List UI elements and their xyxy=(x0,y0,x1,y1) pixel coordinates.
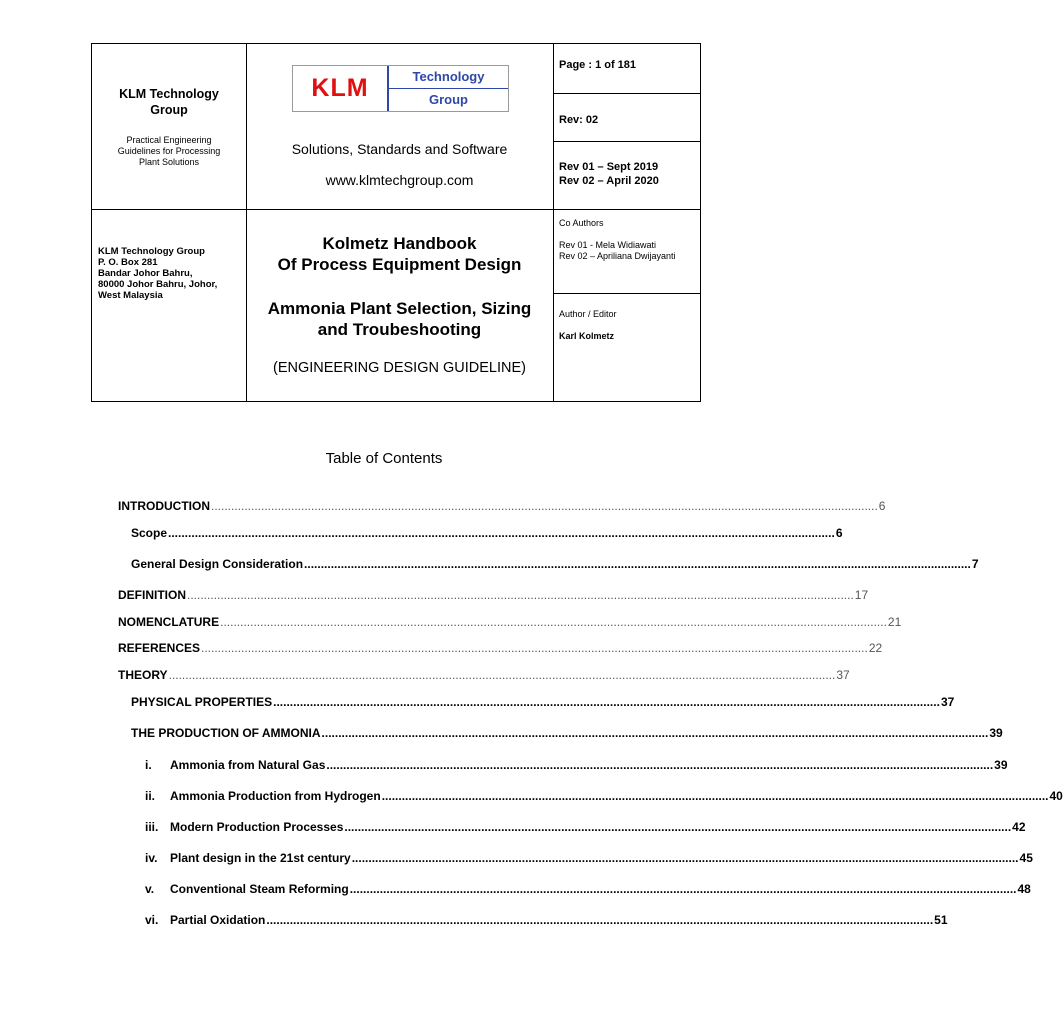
document-topic-line: and Troubeshooting xyxy=(317,320,482,339)
toc-entry-title: Conventional Steam Reforming xyxy=(170,882,349,896)
handbook-title-line: Of Process Equipment Design xyxy=(277,255,522,274)
org-tagline-line: Guidelines for Processing xyxy=(117,146,221,156)
document-topic xyxy=(246,298,553,340)
toc-entry-number: ii. xyxy=(145,789,156,803)
coauthor: Rev 02 – Apriliana Dwijayanti xyxy=(559,251,676,261)
coauthors-list xyxy=(559,240,676,262)
toc-entry-number: iii. xyxy=(145,820,159,834)
toc-entry-page: 6 xyxy=(835,526,843,540)
org-name-line: KLM Technology xyxy=(119,87,219,101)
logo-group-text: Group xyxy=(429,92,468,107)
toc-leader-dots: ........................................................................................................................................................................................................ xyxy=(349,882,1017,896)
revision-date: Rev 01 – Sept 2019 xyxy=(559,161,659,173)
toc-leader-dots: ........................................................................................................................................................................................................ xyxy=(351,851,1019,865)
org-tagline-line: Plant Solutions xyxy=(138,157,200,167)
toc-entry-title: Partial Oxidation xyxy=(170,913,266,927)
toc-entry-page: 7 xyxy=(971,557,979,571)
toc-entry-title: INTRODUCTION xyxy=(118,499,210,513)
toc-entry-page: 17 xyxy=(854,588,869,602)
column-divider xyxy=(553,44,554,401)
coauthor: Rev 01 - Mela Widiawati xyxy=(559,240,657,250)
row-divider xyxy=(553,93,700,94)
logo-klm-text: KLM xyxy=(293,66,389,111)
toc-leader-dots: ........................................................................................................................................................................................................ xyxy=(266,913,934,927)
toc-entry-title: Scope xyxy=(131,526,168,540)
toc-leader-dots: ........................................................................................................................................................................................................ xyxy=(381,789,1049,803)
toc-leader-dots: ........................................................................................................................................................................................................ xyxy=(168,668,836,682)
org-name xyxy=(92,86,246,118)
toc-leader-dots: ........................................................................................................................................................................................................ xyxy=(168,526,835,540)
column-divider xyxy=(246,44,247,401)
toc-entry-page: 39 xyxy=(994,758,1008,772)
toc-entry-page: 37 xyxy=(836,668,850,682)
page-number: Page : 1 of 181 xyxy=(559,59,637,71)
org-name-line: Group xyxy=(150,103,188,117)
toc-entry-title: Modern Production Processes xyxy=(170,820,344,834)
toc-leader-dots: ........................................................................................................................................................................................................ xyxy=(201,641,868,655)
toc-entry[interactable] xyxy=(145,789,1063,807)
toc-entry[interactable] xyxy=(145,882,1031,900)
toc-entry-page: 48 xyxy=(1017,882,1031,896)
toc-entry-page: 42 xyxy=(1012,820,1026,834)
toc-leader-dots: ........................................................................................................................................................................................................ xyxy=(273,695,940,709)
toc-entry-page: 39 xyxy=(989,726,1003,740)
toc-entry[interactable] xyxy=(118,499,886,517)
toc-entry-page: 6 xyxy=(878,499,886,513)
toc-entry-title: Plant design in the 21st century xyxy=(170,851,351,865)
toc-entry-page: 22 xyxy=(868,641,883,655)
revision-date: Rev 02 – April 2020 xyxy=(559,175,659,187)
row-divider xyxy=(553,141,700,142)
toc-entry-title: Ammonia Production from Hydrogen xyxy=(170,789,381,803)
klm-logo xyxy=(292,65,509,112)
revision-dates xyxy=(559,160,659,188)
toc-entry-page: 51 xyxy=(934,913,948,927)
address-line: P. O. Box 281 xyxy=(98,257,158,268)
toc-entry[interactable] xyxy=(131,526,843,544)
toc-entry[interactable] xyxy=(131,557,979,575)
company-address xyxy=(98,246,244,301)
toc-entry-number: i. xyxy=(145,758,152,772)
toc-entry-title: NOMENCLATURE xyxy=(118,615,220,629)
toc-leader-dots: ........................................................................................................................................................................................................ xyxy=(211,499,878,513)
toc-leader-dots: ........................................................................................................................................................................................................ xyxy=(344,820,1012,834)
toc-entry-title: General Design Consideration xyxy=(131,557,304,571)
toc-entry-title: DEFINITION xyxy=(118,588,186,602)
toc-entry-title: Ammonia from Natural Gas xyxy=(170,758,326,772)
toc-entry-title: PHYSICAL PROPERTIES xyxy=(131,695,273,709)
toc-entry[interactable] xyxy=(118,588,869,606)
toc-entry-title: THEORY xyxy=(118,668,168,682)
row-divider xyxy=(553,293,700,294)
address-line: 80000 Johor Bahru, Johor, xyxy=(98,279,218,290)
toc-entry[interactable] xyxy=(131,726,1003,744)
handbook-title-line: Kolmetz Handbook xyxy=(322,234,477,253)
toc-entry[interactable] xyxy=(145,851,1033,869)
toc-entry[interactable] xyxy=(145,758,1008,776)
toc-entry[interactable] xyxy=(145,820,1026,838)
toc-leader-dots: ........................................................................................................................................................................................................ xyxy=(304,557,971,571)
row-divider xyxy=(92,209,700,210)
toc-entry[interactable] xyxy=(145,913,948,931)
coauthors-label: Co Authors xyxy=(559,218,604,228)
document-header-table xyxy=(91,43,701,402)
guideline-label: (ENGINEERING DESIGN GUIDELINE) xyxy=(273,360,526,376)
toc-leader-dots: ........................................................................................................................................................................................................ xyxy=(321,726,989,740)
toc-entry[interactable] xyxy=(118,615,902,633)
toc-entry[interactable] xyxy=(118,641,883,659)
toc-title: Table of Contents xyxy=(325,450,443,467)
logo-technology-text: Technology xyxy=(412,69,485,84)
author-name: Karl Kolmetz xyxy=(559,331,615,341)
toc-entry-number: vi. xyxy=(145,913,159,927)
website-link[interactable]: www.klmtechgroup.com xyxy=(325,172,474,188)
handbook-title xyxy=(246,233,553,275)
toc-leader-dots: ........................................................................................................................................................................................................ xyxy=(187,588,854,602)
org-tagline-line: Practical Engineering xyxy=(126,135,212,145)
address-line: KLM Technology Group xyxy=(98,246,205,257)
logo-divider xyxy=(389,88,508,89)
toc-entry[interactable] xyxy=(131,695,955,713)
toc-entry-page: 37 xyxy=(940,695,955,709)
toc-entry-number: iv. xyxy=(145,851,158,865)
document-topic-line: Ammonia Plant Selection, Sizing xyxy=(267,299,532,318)
org-tagline xyxy=(100,135,238,168)
revision-number: Rev: 02 xyxy=(559,114,599,126)
slogan: Solutions, Standards and Software xyxy=(291,141,508,157)
author-label: Author / Editor xyxy=(559,309,617,319)
toc-entry-title: REFERENCES xyxy=(118,641,201,655)
address-line: West Malaysia xyxy=(98,290,163,301)
toc-entry-page: 45 xyxy=(1019,851,1033,865)
toc-entry-title: THE PRODUCTION OF AMMONIA xyxy=(131,726,321,740)
toc-entry-page: 21 xyxy=(887,615,902,629)
toc-leader-dots: ........................................................................................................................................................................................................ xyxy=(220,615,887,629)
address-line: Bandar Johor Bahru, xyxy=(98,268,193,279)
toc-leader-dots: ........................................................................................................................................................................................................ xyxy=(326,758,994,772)
toc-entry-number: v. xyxy=(145,882,155,896)
toc-entry[interactable] xyxy=(118,668,850,686)
toc-entry-page: 40 xyxy=(1049,789,1063,803)
